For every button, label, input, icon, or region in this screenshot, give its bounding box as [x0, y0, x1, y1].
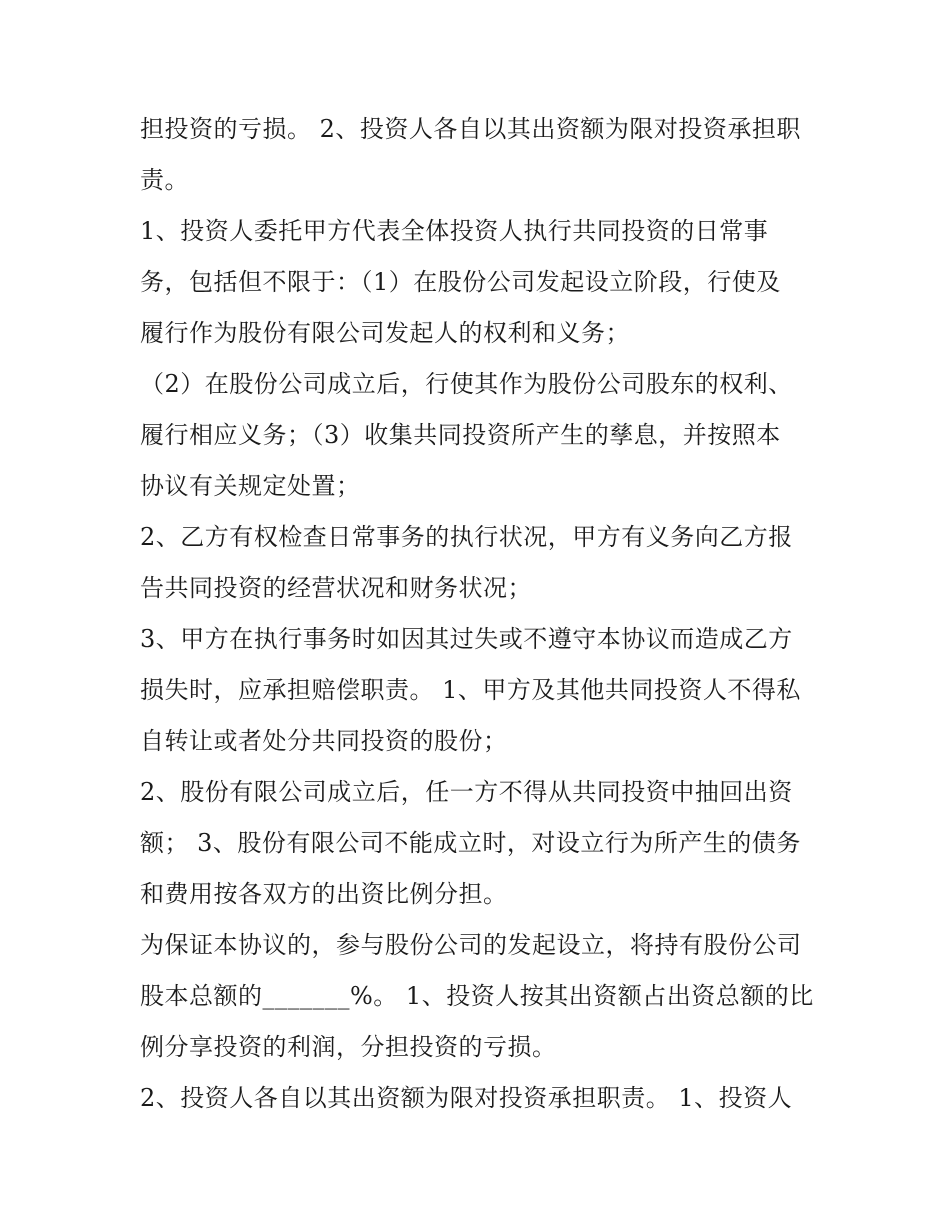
text-line: 3、甲方在执行事务时如因其过失或不遵守本协议而造成乙方 — [140, 625, 793, 653]
text-line: 协议有关规定处置； — [140, 472, 361, 500]
text-line: 2、乙方有权检查日常事务的执行状况，甲方有义务向乙方报 — [140, 523, 793, 551]
text-line: 务，包括但不限于：（1）在股份公司发起设立阶段，行使及 — [140, 268, 781, 296]
text-line: 履行作为股份有限公司发起人的权利和义务； — [140, 319, 630, 347]
text-line: 告共同投资的经营状况和财务状况； — [140, 574, 532, 602]
text-line: 股本总额的_______%。 1、投资人按其出资额占出资总额的比 — [140, 982, 814, 1010]
text-line: 担投资的亏损。 2、投资人各自以其出资额为限对投资承担职 — [140, 115, 801, 143]
text-line: 例分享投资的利润，分担投资的亏损。 — [140, 1033, 557, 1061]
text-line: 2、股份有限公司成立后，任一方不得从共同投资中抽回出资 — [140, 778, 793, 806]
text-line: 额； 3、股份有限公司不能成立时，对设立行为所产生的债务 — [140, 829, 801, 857]
text-line: 履行相应义务；（3）收集共同投资所产生的孳息，并按照本 — [140, 421, 781, 449]
text-line: 自转让或者处分共同投资的股份； — [140, 727, 508, 755]
text-line: 2、投资人各自以其出资额为限对投资承担职责。 1、投资人 — [140, 1084, 793, 1112]
text-line: 1、投资人委托甲方代表全体投资人执行共同投资的日常事 — [140, 217, 769, 245]
text-line: 损失时，应承担赔偿职责。 1、甲方及其他共同投资人不得私 — [140, 676, 801, 704]
text-line: 和费用按各双方的出资比例分担。 — [140, 880, 508, 908]
text-line: 为保证本协议的，参与股份公司的发起设立，将持有股份公司 — [140, 931, 802, 959]
text-line: 责。 — [140, 166, 189, 194]
text-line: （2）在股份公司成立后，行使其作为股份公司股东的权利、 — [140, 370, 793, 398]
